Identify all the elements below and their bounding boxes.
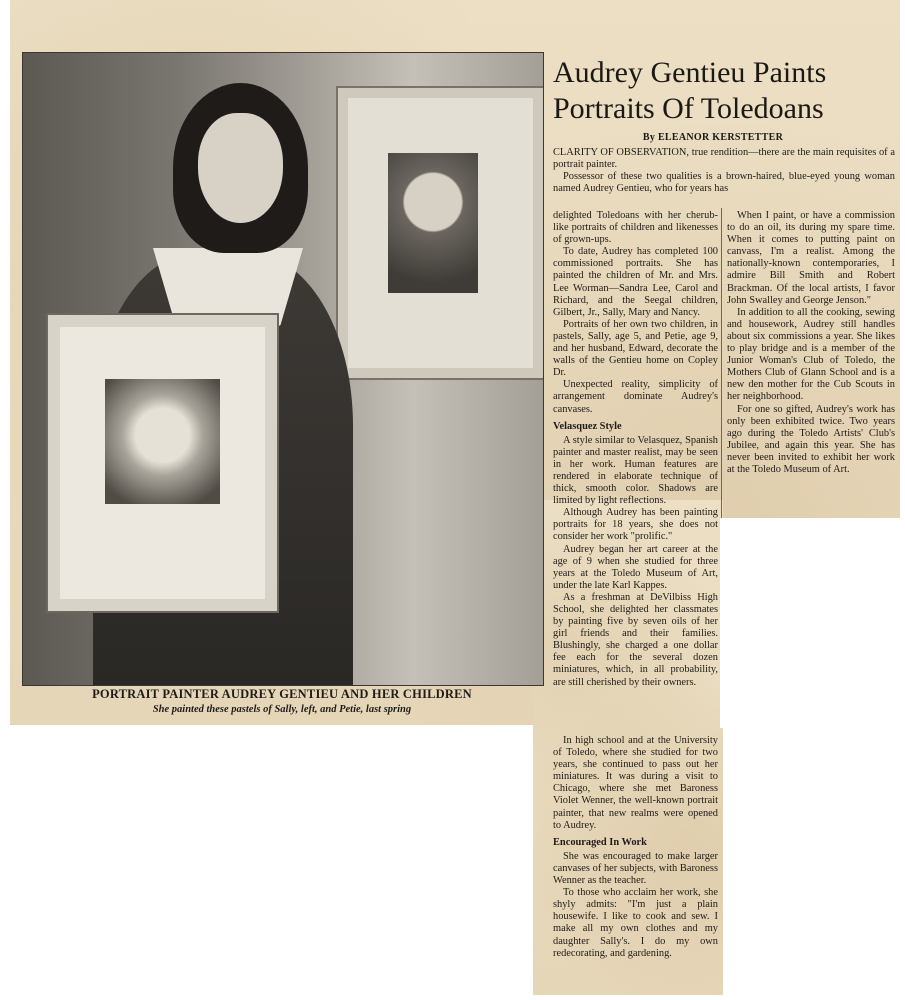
body-paragraph: A style similar to Velasquez, Spanish painter and master realist, may be seen in her work. Human features are rendered in elaborate technique of thick, smooth color. Shadows are limited by light reflections. bbox=[553, 434, 718, 507]
article-byline: By ELEANOR KERSTETTER bbox=[642, 132, 784, 143]
article-headline: Audrey Gentieu Paints Portraits Of Toledoans bbox=[553, 56, 827, 125]
photo-caption-subtitle: She painted these pastels of Sally, left, and Petie, last spring bbox=[152, 704, 412, 715]
body-paragraph: She was encouraged to make larger canvases of her subjects, with Baroness Wenner as the teacher. bbox=[553, 850, 718, 887]
body-paragraph: For one so gifted, Audrey's work has only been exhibited twice. Two years ago during the Toledo Artists' Club's Jubilee, and again this year. She has never been invited to exhibit her work at the Toledo Museum of Art. bbox=[727, 403, 895, 475]
article-column-c bbox=[553, 735, 718, 960]
body-paragraph: As a freshman at DeVilbiss High School, she delighted her classmates by painting five by seven oils of her girl friends and their families. Blushingly, she charged a one dollar fee each for the several dozen miniatures, which, in all probability, are still cherished by their owners. bbox=[553, 591, 718, 688]
body-paragraph: delighted Toledoans with her cherub-like portraits of children and likenesses of grown-ups. bbox=[553, 210, 718, 246]
clipping-notch bbox=[720, 518, 902, 728]
portrait-petie bbox=[388, 153, 478, 293]
article-photo bbox=[22, 52, 544, 686]
portrait-frame-sally bbox=[48, 315, 277, 611]
photo-caption-title: PORTRAIT PAINTER AUDREY GENTIEU AND HER CHILDREN bbox=[92, 687, 472, 701]
body-paragraph: To date, Audrey has completed 100 commissioned portraits. She has painted the children of Mr. and Mrs. Lee Worman—Sandra Lee, Carol and Richard, and the Seegal children, Gilbert, Jr., Sally, Mary and Nancy. bbox=[553, 246, 718, 318]
body-paragraph: When I paint, or have a commission to do an oil, its during my spare time. When it comes to putting paint on canvass, I'm a realist. Among the nationally-known contemporaries, I admire Bill Smith and Robert Brackman. Of the local artists, I favor John Swalley and George Jenson." bbox=[727, 210, 895, 306]
body-paragraph: Portraits of her own two children, in pastels, Sally, age 5, and Petie, age 9, and her husband, Edward, decorate the walls of the Gentieu home on Copley Dr. bbox=[553, 318, 718, 379]
article-column-a bbox=[553, 210, 718, 689]
portrait-frame-petie bbox=[338, 88, 543, 378]
body-paragraph: Unexpected reality, simplicity of arrangement dominate Audrey's canvases. bbox=[553, 379, 718, 415]
body-paragraph: Although Audrey has been painting portraits for 18 years, she does not consider her work "prolific." bbox=[553, 507, 718, 543]
article-lead bbox=[553, 147, 895, 195]
subhead-velasquez: Velasquez Style bbox=[553, 420, 622, 432]
photo-caption bbox=[22, 687, 542, 715]
woman-face bbox=[198, 113, 283, 223]
body-paragraph: Audrey began her art career at the age of 9 when she studied for three years at the Toledo Museum of Art, under the late Karl Kappes. bbox=[553, 543, 718, 591]
lead-paragraph: Possessor of these two qualities is a brown-haired, blue-eyed young woman named Audrey Gentieu, who for years has bbox=[553, 171, 895, 195]
blank-area bbox=[10, 725, 533, 1000]
column-rule bbox=[721, 208, 722, 518]
body-paragraph: In high school and at the University of Toledo, where she studied for two years, she continued to pass out her miniatures. It was during a visit to Chicago, where she met Baroness Violet Wenner, the well-known portrait painter, that new realms were opened to Audrey. bbox=[553, 735, 718, 831]
portrait-sally bbox=[105, 379, 220, 504]
body-paragraph: To those who acclaim her work, she shyly admits: "I'm just a plain housewife. I like to cook and sew. I make all my own clothes and my daughter Sally's. I do my own redecorating, and gardening. bbox=[553, 887, 718, 959]
body-paragraph: In addition to all the cooking, sewing and housework, Audrey still handles about six commissions a year. She likes to play bridge and is a member of the Junior Woman's Club of Toledo, the Mothers Club of Glann School and is a new den mother for the Cub Scouts in her neighborhood. bbox=[727, 306, 895, 403]
lead-paragraph: CLARITY OF OBSERVATION, true rendition—there are the main requisites of a portrait painter. bbox=[553, 147, 895, 171]
subhead-encouraged: Encouraged In Work bbox=[553, 836, 647, 848]
article-column-b bbox=[727, 210, 895, 476]
